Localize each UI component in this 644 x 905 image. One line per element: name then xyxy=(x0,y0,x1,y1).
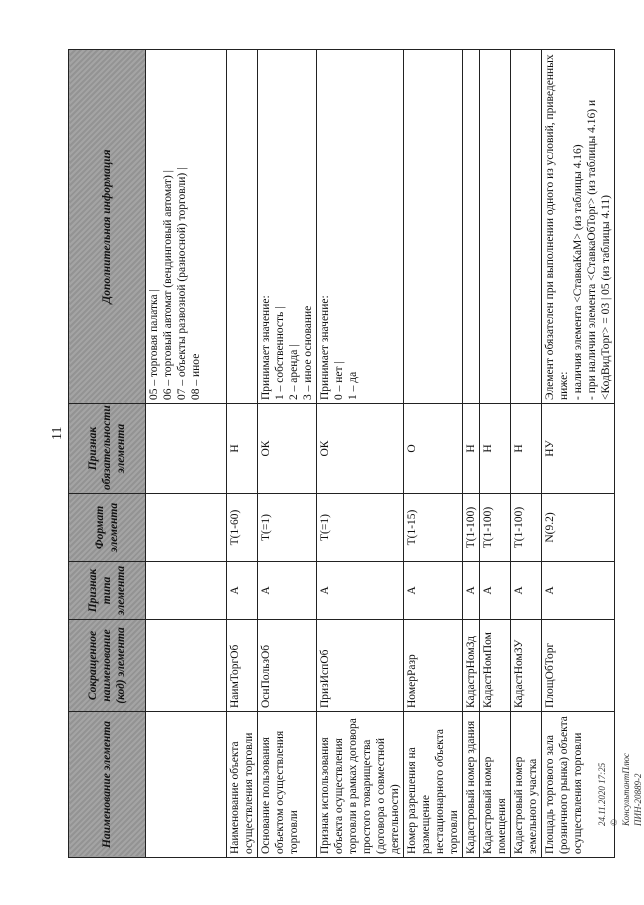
cell-code: КадастНомЗУ xyxy=(511,620,542,712)
cell-code: ОснПользОб xyxy=(258,620,317,712)
cell-format xyxy=(146,494,227,562)
cell-type: А xyxy=(480,562,511,620)
table-row xyxy=(227,50,258,858)
cell-required xyxy=(146,404,227,494)
header-format: Формат элемента xyxy=(69,494,146,562)
cell-info xyxy=(511,50,542,404)
cell-code: НомерРазр xyxy=(404,620,463,712)
cell-name: Признак использования объекта осуществления торговли в рамках договора простого товарищества (договора о совместной деятельности) xyxy=(317,712,404,858)
cell-name: Наименование объекта осуществления торговли xyxy=(227,712,258,858)
footer-stamp xyxy=(596,753,644,826)
cell-type: А xyxy=(227,562,258,620)
cell-code: НаимТоргОб xyxy=(227,620,258,712)
cell-code xyxy=(146,620,227,712)
cell-required: Н xyxy=(511,404,542,494)
cell-format: T(1-100) xyxy=(511,494,542,562)
cell-format: T(1-100) xyxy=(463,494,480,562)
cell-type: А xyxy=(463,562,480,620)
table-row xyxy=(317,50,404,858)
table-row xyxy=(480,50,511,858)
cell-type: А xyxy=(404,562,463,620)
cell-name: Кадастровый номер здания xyxy=(463,712,480,858)
cell-required: Н xyxy=(463,404,480,494)
cell-name: Кадастровый номер помещения xyxy=(480,712,511,858)
cell-name: Номер разрешения на размещение нестационарного объекта торговли xyxy=(404,712,463,858)
table-row xyxy=(542,50,615,858)
cell-info xyxy=(404,50,463,404)
cell-required: Н xyxy=(480,404,511,494)
footer-stamp-date: 24.11.2020 17:25 xyxy=(597,762,607,826)
cell-name: Кадастровый номер земельного участка xyxy=(511,712,542,858)
cell-required: Н xyxy=(227,404,258,494)
cell-type: А xyxy=(258,562,317,620)
cell-required: НУ xyxy=(542,404,615,494)
cell-info xyxy=(463,50,480,404)
header-additional-info: Дополнительная информация xyxy=(69,50,146,404)
cell-type: А xyxy=(317,562,404,620)
cell-name: Площадь торгового зала (розничного рынка) объекта осуществления торговли xyxy=(542,712,615,858)
cell-code: ПлощОбТорг xyxy=(542,620,615,712)
table-row xyxy=(463,50,480,858)
header-element-type: Признак типа элемента xyxy=(69,562,146,620)
cell-required: О xyxy=(404,404,463,494)
cell-info: Принимает значение: 1 – собственность | 2 – аренда | 3 – иное основание xyxy=(258,50,317,404)
cell-required: ОК xyxy=(317,404,404,494)
cell-info xyxy=(480,50,511,404)
header-short-code: Сокращенное наименование (код) элемента xyxy=(69,620,146,712)
header-element-name: Наименование элемента xyxy=(69,712,146,858)
table-row xyxy=(146,50,227,858)
cell-info: Принимает значение: 0 – нет | 1 – да xyxy=(317,50,404,404)
cell-name xyxy=(146,712,227,858)
elements-table xyxy=(68,49,615,858)
cell-info xyxy=(227,50,258,404)
cell-required: ОК xyxy=(258,404,317,494)
cell-format: N(9.2) xyxy=(542,494,615,562)
table-header-row xyxy=(69,50,146,858)
cell-code: КадастНомПом xyxy=(480,620,511,712)
cell-format: T(=1) xyxy=(317,494,404,562)
table-row xyxy=(258,50,317,858)
cell-info: 05 – торговая палатка | 06 – торговый автомат (вендинговый автомат) | 07 – объекты развозной (разносной) торговли) | 08 – иное xyxy=(146,50,227,404)
header-required: Признак обязательности элемента xyxy=(69,404,146,494)
cell-info: Элемент обязателен при выполнении одного из условий, приведенных ниже: - наличия элемента <СтавкаКаМ> (из таблицы 4.16) - при наличии элемента <СтавкаОбТорг> (из таблицы 4.16) и <КодВидТорг> = 03 | 05 (из таблицы 4.11) xyxy=(542,50,615,404)
cell-type: А xyxy=(511,562,542,620)
table-row xyxy=(511,50,542,858)
cell-format: T(1-15) xyxy=(404,494,463,562)
cell-format: T(1-100) xyxy=(480,494,511,562)
page-number: 11 xyxy=(50,426,65,440)
cell-type: А xyxy=(542,562,615,620)
cell-type xyxy=(146,562,227,620)
cell-name: Основание пользования объектом осуществления торговли xyxy=(258,712,317,858)
cell-code: КадастрНомЗд xyxy=(463,620,480,712)
cell-code: ПризИспОб xyxy=(317,620,404,712)
footer-stamp-source: © КонсультантПлюс ПИН-20889-2 xyxy=(609,753,643,826)
cell-format: T(1-60) xyxy=(227,494,258,562)
cell-format: T(=1) xyxy=(258,494,317,562)
table-row xyxy=(404,50,463,858)
